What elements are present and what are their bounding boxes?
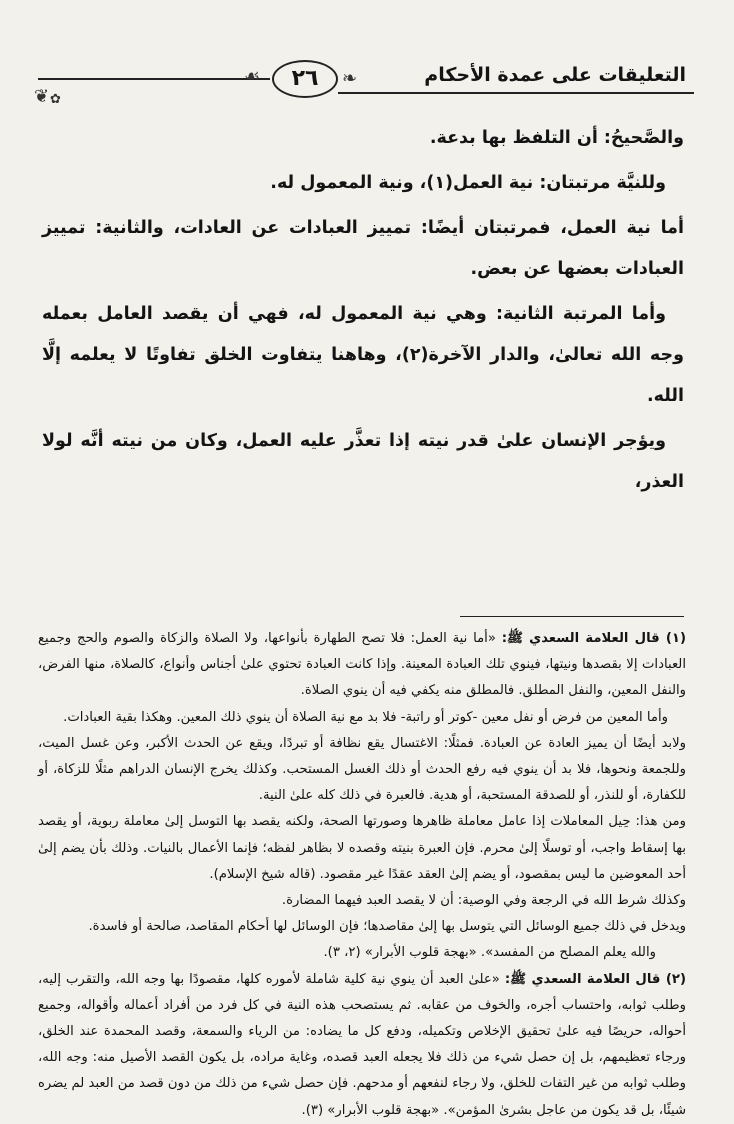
paragraph: ويؤجر الإنسان علىٰ قدر نيته إذا تعذَّر عليه العمل، وكان من نيته أنَّه لولا العذر، xyxy=(42,431,684,492)
paragraph: والصَّحيحُ: أن التلفظ بها بدعة. xyxy=(429,128,684,148)
footnotes xyxy=(38,626,686,1124)
ornament-icon: ✿ xyxy=(50,92,61,107)
footnote-marker: (٢) قال العلامة السعدي ﷺ: xyxy=(504,971,686,987)
paragraph: وأما المرتبة الثانية: وهي نية المعمول له، فهي أن يقصد العامل بعمله وجه الله تعالىٰ، والدار الآخرة(٢)، وهاهنا يتفاوت الخلق تفاوتًا لا يعلمه إلَّا الله. xyxy=(42,304,684,406)
footnote-2 xyxy=(38,967,686,1124)
header-rule xyxy=(338,92,694,94)
footnote-paragraph: ولابد أيضًا أن يميز العادة عن العبادة. فمثلًا: الاغتسال يقع نظافة أو تبردًا، ويقع عن الحدث الأكبر، وعن غسل الميت، وللجمعة ونحوها، فلا بد أن ينوي فيه رفع الحدث أو ذلك الغسل المستحب. وكذلك يخرج الإنسان الدراهم مثلًا للزكاة، أو للكفارة، أو للنذر، أو للصدقة المستحبة، أو هدية. فالعبرة في ذلك كله علىٰ النية. xyxy=(38,735,686,804)
footnote-paragraph: ويدخل في ذلك جميع الوسائل التي يتوسل بها إلىٰ مقاصدها؛ فإن الوسائل لها أحكام المقاصد، صالحة أو فاسدة. xyxy=(88,919,686,935)
ornament-icon: ☙ xyxy=(244,66,261,87)
header-rule-left xyxy=(38,78,270,80)
running-title: التعليقات على عمدة الأحكام xyxy=(424,64,686,86)
footnote-marker: (١) قال العلامة السعدي ﷺ: xyxy=(501,631,686,646)
footnote-text: «علىٰ العبد أن ينوي نية كلية شاملة لأموره كلها، مقصودًا بها وجه الله، والتقرب إليه، وطلب ثوابه، واحتساب أجره، والخوف من عقابه. ثم يستصحب هذه النية في كل فرد من أفراد أعماله وأقواله، وجميع أحواله، حريصًا فيه علىٰ تحقيق الإخلاص وتكميله، ودفع كل ما يضاده: من الرياء والسمعة، وقصد المحمدة عند الخلق، ورجاء تعظيمهم، بل إن حصل شيء من ذلك فلا يجعله العبد قصده، وغاية مراده، بل يكون القصد الأصيل منه: وجه الله، وطلب ثوابه من غير التفات للخلق، ولا رجاء لنفعهم أو مدحهم. فإن حصل شيء من ذلك من دون قصد من العبد لم يضره شيئًا، بل قد يكون من عاجل بشرىٰ المؤمن». «بهجة قلوب الأبرار» (٣). xyxy=(38,971,686,1118)
page-number: ٢٦ xyxy=(272,60,338,98)
paragraph: وللنيَّة مرتبتان: نية العمل(١)، ونية المعمول له. xyxy=(270,173,666,193)
footnote-text: «أما نية العمل: فلا تصح الطهارة بأنواعها، ولا الصلاة والزكاة والصوم والحج وجميع العبادات إلا بقصدها ونيتها، فينوي تلك العبادة المعينة. وإذا كانت العبادة تحتوي علىٰ أجناس وأنواع، كالصلاة، منها الفرض، والنفل المعين، والنفل المطلق. فالمطلق منه يكفي فيه أن ينوي الصلاة. xyxy=(38,631,686,699)
footnote-paragraph: والله يعلم المصلح من المفسد». «بهجة قلوب الأبرار» (٢، ٣). xyxy=(323,945,656,961)
footnote-separator xyxy=(460,616,684,617)
ornament-icon: ❦ xyxy=(34,86,50,107)
footnote-paragraph: وكذلك شرط الله في الرجعة وفي الوصية: أن لا يقصد العبد فيهما المضارة. xyxy=(281,893,686,909)
page-header xyxy=(34,58,694,107)
main-text xyxy=(42,118,684,507)
ornament-icon: ❧ xyxy=(342,68,358,89)
paragraph: أما نية العمل، فمرتبتان أيضًا: تمييز العبادات عن العادات، والثانية: تمييز العبادات بعضها عن بعض. xyxy=(42,218,684,279)
footnote-1 xyxy=(38,626,686,705)
footnote-paragraph: ومن هذا: حِيل المعاملات إذا عامل معاملة ظاهرها وصورتها الصحة، ولكنه يقصد بها التوسل إلىٰ معاملة ربوية، أو يقصد بها إسقاط واجب، أو توسلًا إلىٰ محرم. فإن العبرة بنيته وقصده لا بظاهر لفظه؛ فإنما الأعمال بالنيات. وذلك بأن يضم إلىٰ أحد المعوضين ما ليس بمقصود، أو يضم إلىٰ العقد عقدًا غير مقصود. (قاله شيخ الإسلام). xyxy=(38,814,686,882)
footnote-paragraph: وأما المعين من فرض أو نفل معين -كوتر أو راتبة- فلا بد مع نية الصلاة أن ينوي ذلك المعين. وهكذا بقية العبادات. xyxy=(63,709,668,725)
